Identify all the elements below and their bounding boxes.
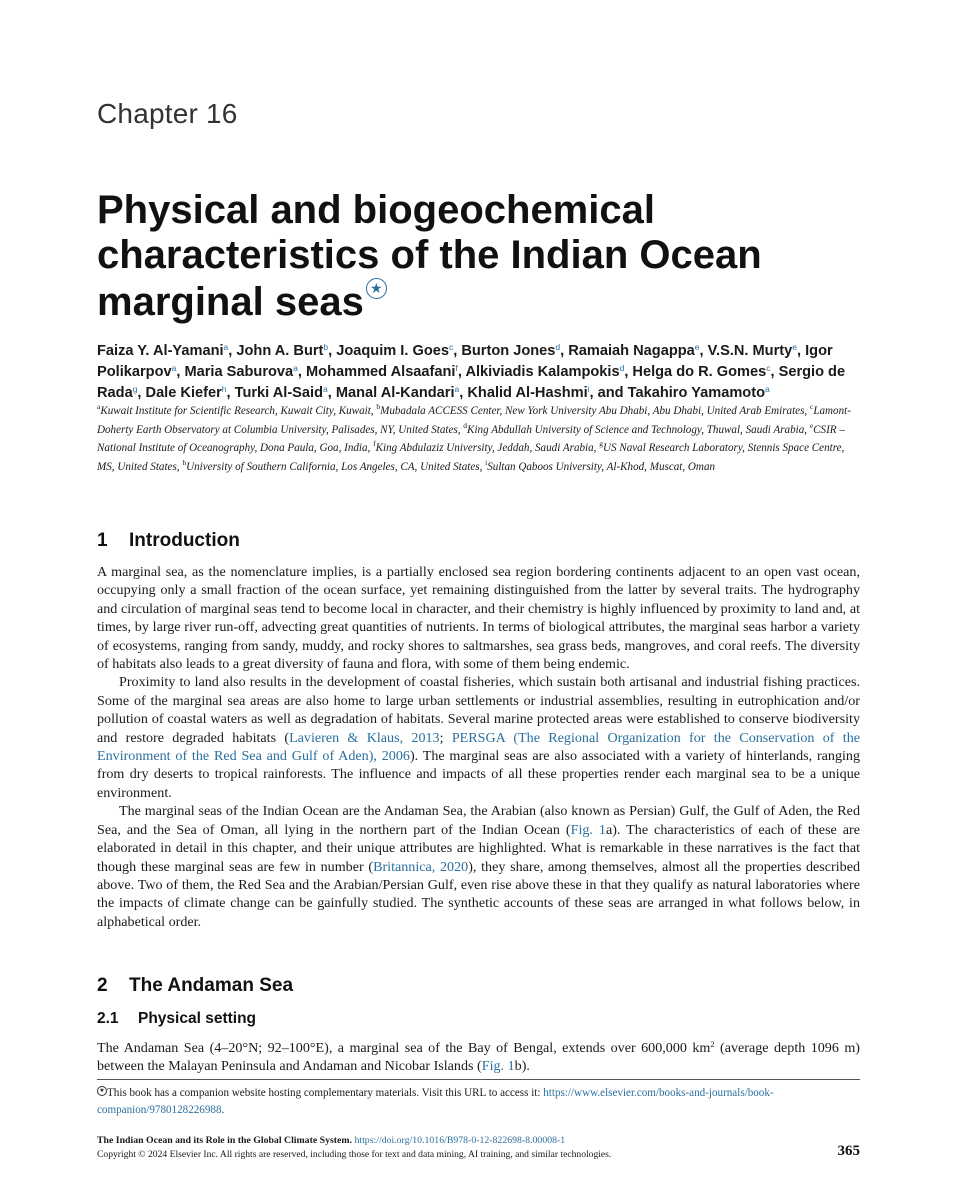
affiliation-key: c — [809, 402, 814, 411]
affiliation-marker: a — [293, 363, 298, 373]
affiliations — [97, 402, 860, 476]
text-run: The Andaman Sea (4–20°N; 92–100°E), a marginal sea of the Bay of Bengal, extends over 600,000 km — [97, 1040, 711, 1056]
author-name: Helga do R. Gomes — [632, 364, 767, 380]
paragraph: A marginal sea, as the nomenclature implies, is a partially enclosed sea region bordering continents adjacent to an open vast ocean, occupying only a small fraction of the ocean surface, yet remaining distinguished from the latter by several traits. The hydrography and circulation of marginal seas tend to become local in character, and their chemistry is highly influenced by proximity to land and, at times, by large river run-off, advecting great quantities of nutrients. In terms of biological attributes, the marginal seas harbor a variety of ecosystems, ranging from sandy, muddy, and rocky shores to saltmarshes, sea grass beds, mangroves, and coral reefs. The diversity of habitats also leads to a great diversity of fauna and flora, with some of them being endemic. — [97, 564, 860, 673]
page-number: 365 — [837, 1143, 860, 1159]
section-heading-andaman-sea — [97, 975, 293, 997]
andaman-body — [97, 1039, 860, 1076]
author-name: Mohammed Alsaafani — [306, 364, 456, 380]
affiliation-marker: b — [323, 342, 329, 352]
author-separator: , — [560, 343, 569, 359]
author-name: Takahiro Yamamoto — [627, 385, 765, 401]
section-title: Introduction — [129, 530, 240, 551]
affiliation-marker: a — [765, 384, 770, 394]
author-name: Manal Al-Kandari — [335, 385, 455, 401]
affiliation-text: Kuwait Institute for Scientific Research, Kuwait City, Kuwait, — [100, 405, 377, 417]
author-name: Maria Saburova — [184, 364, 294, 380]
author-separator: , — [459, 385, 468, 401]
author-separator: , — [328, 343, 337, 359]
author-name: V.S.N. Murty — [707, 343, 793, 359]
author-name: Burton Jones — [461, 343, 556, 359]
author-name: Dale Kiefer — [145, 385, 222, 401]
author-name: Khalid Al-Hashmi — [467, 385, 588, 401]
text-run: ; — [439, 729, 452, 746]
title-line-2: characteristics of the Indian Ocean — [97, 233, 762, 277]
book-citation — [97, 1135, 565, 1146]
text-run: (average depth 1096 m) between the Malayan Peninsula and Andaman and Nicobar Islands ( — [97, 1040, 860, 1075]
companion-url-link[interactable]: https://www.elsevier.com/books-and-journals/book-companion/9780128226988 — [97, 1087, 774, 1116]
subsection-number: 2.1 — [97, 1010, 119, 1027]
author-name: Joaquim I. Goes — [336, 343, 449, 359]
affiliation-marker: a — [223, 342, 229, 352]
paragraph — [97, 1039, 860, 1076]
footnote-end: . — [221, 1104, 225, 1116]
author-separator: , — [457, 364, 466, 380]
author-name: Ramaiah Nagappa — [568, 343, 695, 359]
affiliation-key: b — [376, 402, 381, 411]
author-separator: , — [624, 364, 633, 380]
author-name: Turki Al-Said — [234, 385, 324, 401]
subsection-title: Physical setting — [138, 1010, 257, 1027]
figure-link[interactable]: Fig. 1 — [481, 1058, 515, 1075]
affiliation-marker: c — [448, 342, 454, 352]
footnote-divider — [97, 1079, 860, 1080]
affiliation-key: f — [373, 439, 376, 449]
figure-link[interactable]: Fig. 1 — [570, 821, 606, 838]
text-run: ), they share, among themselves, almost all the properties described above. Two of them, the Red Sea and the Arabian/Persian Gulf, even rise above these in that they qualify as natural laboratories where the impacts of climate change can be gainfully studied. The synthetic accounts of these seas are arranged in what follows below, in alphabetical order. — [97, 858, 861, 930]
affiliation-key: i — [485, 457, 488, 467]
author-separator: , — [327, 385, 336, 401]
companion-star-icon[interactable]: ★ — [366, 278, 387, 299]
text-run: ). The marginal seas are also associated with a variety of hinterlands, ranging from dry deserts to tropical rainforests. The influence and impacts of all these properties render each marginal sea to be a unique environment. — [97, 748, 860, 801]
footnote-text: This book has a companion website hosting complementary materials. Visit this URL to access it: — [107, 1087, 544, 1099]
author-separator: , — [453, 343, 462, 359]
author-name: John A. Burt — [236, 343, 324, 359]
affiliation-key: g — [599, 439, 603, 449]
section-number: 2 — [97, 975, 108, 996]
affiliation-text: King Abdullah University of Science and Technology, Thuwal, Saudi Arabia, — [467, 423, 810, 436]
affiliation-text: Lamont-Doherty Earth Observatory at Columbia University, Palisades, NY, United States, — [97, 405, 851, 436]
affiliation-marker: a — [454, 384, 460, 394]
paragraph — [97, 673, 860, 802]
affiliation-marker: f — [455, 363, 458, 373]
section-title: The Andaman Sea — [129, 975, 294, 996]
affiliation-marker: d — [619, 363, 625, 373]
author-separator: , — [770, 364, 779, 380]
affiliation-text: Mubadala ACCESS Center, New York University Abu Dhabi, Abu Dhabi, United Arab Emirates, — [380, 405, 810, 417]
author-separator: , — [297, 364, 306, 380]
affiliation-text: CSIR – National Institute of Oceanography, Dona Paula, Goa, India, — [97, 423, 845, 455]
paragraph — [97, 802, 860, 931]
section-heading-introduction — [97, 530, 240, 552]
introduction-body — [97, 563, 860, 931]
footnote — [97, 1085, 860, 1119]
citation-link[interactable]: Lavieren & Klaus, 2013 — [289, 729, 440, 746]
text-run: a). The characteristics of each of these are elaborated in detail in this chapter, and their unique attributes are highlighted. What is remarkable in these narratives is the fact that though these marginal seas are few in number ( — [97, 821, 860, 875]
affiliation-marker: a — [323, 384, 328, 394]
text-run: b). — [514, 1058, 530, 1075]
author-name: Faiza Y. Al-Yamani — [97, 343, 224, 359]
chapter-label: Chapter 16 — [97, 98, 238, 129]
citation-link[interactable]: PERSGA (The Regional Organization for the Conservation of the Environment of the Red Sea and Gulf of Aden), 2006 — [97, 729, 861, 765]
author-name: Sergio de Rada — [97, 364, 846, 401]
copyright: Copyright © 2024 Elsevier Inc. All rights are reserved, including those for text and data mining, AI training, and similar technologies. — [97, 1149, 612, 1160]
affiliation-marker: g — [132, 384, 138, 394]
book-title: The Indian Ocean and its Role in the Global Climate System. — [97, 1135, 355, 1146]
author-name: Alkiviadis Kalampokis — [465, 364, 620, 380]
author-separator: , — [137, 385, 146, 401]
author-separator: , — [176, 364, 185, 380]
affiliation-marker: c — [766, 363, 771, 373]
author-list — [97, 341, 860, 404]
affiliation-marker: e — [792, 342, 797, 352]
affiliation-key: d — [463, 420, 468, 430]
text-run: Proximity to land also results in the development of coastal fisheries, which sustain both artisanal and industrial fishing practices. Some of the marginal sea areas are also home to large urban settlements or industrial assemblies, resulting in eutrophication and/or pollution of coastal waters as well as degradation of habitats. Several marine protected areas were established to conserve biodiversity and restore degraded habitats ( — [97, 674, 860, 746]
footnote-star-icon: ★ — [97, 1086, 107, 1096]
author-separator: , — [226, 385, 235, 401]
text-run: The marginal seas of the Indian Ocean are the Andaman Sea, the Arabian (also known as Persian) Gulf, the Gulf of Aden, the Red Sea, and the Sea of Oman, all lying in the northern part of the Indian Ocean ( — [97, 803, 860, 838]
affiliation-marker: e — [694, 342, 700, 352]
affiliation-key: h — [182, 457, 187, 467]
doi-link[interactable]: https://doi.org/10.1016/B978-0-12-822698-8.00008-1 — [354, 1135, 566, 1146]
affiliation-text: Sultan Qaboos University, Al-Khod, Muscat, Oman — [487, 460, 716, 473]
affiliation-text: US Naval Research Laboratory, Stennis Space Centre, MS, United States, — [97, 442, 845, 473]
affiliation-key: e — [809, 420, 814, 430]
author-separator: , — [228, 343, 237, 359]
section-number: 1 — [97, 530, 108, 551]
citation-link[interactable]: Britannica, 2020 — [373, 858, 469, 875]
subsection-heading-physical-setting — [97, 1010, 256, 1028]
affiliation-key: a — [97, 402, 101, 411]
affiliation-marker: a — [171, 363, 177, 373]
affiliation-marker: h — [221, 384, 227, 394]
title-line-1: Physical and biogeochemical — [97, 188, 655, 232]
affiliation-marker: d — [555, 342, 561, 352]
author-name: Igor Polikarpov — [97, 343, 833, 380]
affiliation-text: King Abdulaziz University, Jeddah, Saudi Arabia, — [375, 442, 600, 455]
affiliation-marker: i — [587, 384, 590, 394]
chapter-title — [97, 188, 857, 325]
affiliation-text: University of Southern California, Los Angeles, CA, United States, — [186, 460, 486, 473]
superscript: 2 — [710, 1039, 715, 1049]
author-separator: , — [796, 343, 806, 359]
title-line-3: marginal seas — [97, 280, 364, 324]
author-separator: , — [699, 343, 708, 359]
author-separator: , and — [589, 385, 628, 401]
